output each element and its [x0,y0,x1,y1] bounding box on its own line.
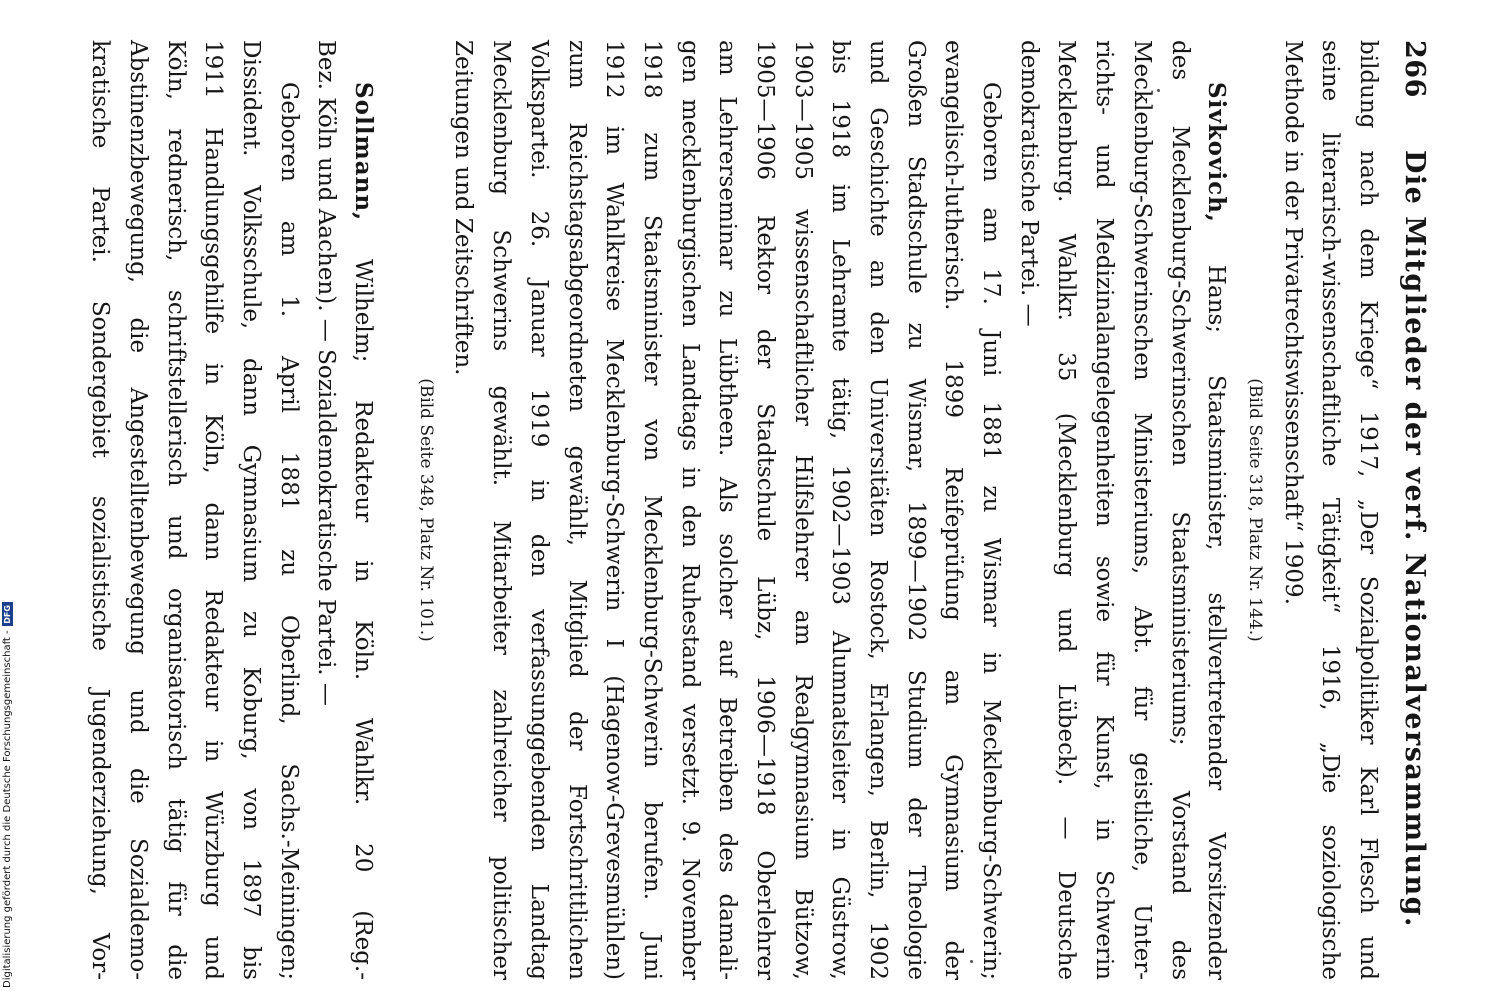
text-line: Methode in der Privatrechtswissenschaft“ 1909. [1279,40,1306,605]
text-line: Dissident. Volksschule, dann Gymnasium zu Koburg, von 1897 bis [238,40,265,980]
text-line: am Lehrerseminar zu Lübtheen. Als solcher auf Betreiben des damali- [714,40,741,980]
paper-speck [970,960,973,963]
running-title: Die Mitglieder der verf. Nationalversammlung. [1399,150,1430,928]
dfg-logo-icon: DFG [2,602,13,626]
text-line: evangelisch-lutherisch. 1899 Reifeprüfung am Gymnasium der [940,40,967,980]
text-line: demokratische Partei. — [1015,40,1042,327]
credit-text: Digitalisierung gefördert durch die Deutsche Forschungsgemeinschaft - [2,630,13,988]
digitization-credit [2,602,13,988]
text-line: gen mecklenburgischen Landtags in den Ruhestand versetzt. 9. November [676,40,703,980]
text-line: bildung nach dem Kriege“ 1917, „Der Sozialpolitiker Karl Flesch und [1355,40,1381,980]
text-line: Mecklenburg Schwerins gewählt. Mitarbeiter zahlreicher politischer [488,40,515,980]
entry-heading-rest: Wilhelm; Redakteur in Köln. Wahlkr. 20 (Reg.- [350,221,377,980]
text-line: bis 1918 im Lehramte tätig, 1902—1903 Alumnatsleiter in Güstrow, [827,40,854,980]
page-header [1386,40,1430,980]
text-line: 1903—1905 wissenschaftlicher Hilfslehrer am Realgymnasium Bützow, [789,40,816,980]
text-line: des Mecklenburg-Schwerinschen Staatsministeriums; Vorstand des [1166,40,1193,980]
text-line: Abstinenzbewegung, die Angestelltenbewegung und die Sozialdemo- [125,40,151,980]
spacer [382,40,406,980]
entry-name: Sivkovich, [1203,82,1231,223]
text-line: Volkspartei. 26. Januar 1919 in den verfassunggebenden Landtag [525,40,552,980]
photo-caption: (Bild Seite 318, Platz Nr. 144.) [1244,378,1265,642]
text-line: Mecklenburg-Schwerinschen Ministeriums, Abt. für geistliche, Unter- [1128,40,1155,980]
text-line: Geboren am 1. April 1881 zu Oberlind, Sachs.-Meiningen; [275,82,302,980]
text-line: Bez. Köln und Aachen). — Sozialdemokratische Partei. — [313,40,340,706]
entry-heading [344,40,382,980]
rotated-page [81,40,1430,980]
text-line: seine literarisch-wissenschaftliche Tätigkeit“ 1916, „Die soziologische [1317,40,1344,980]
photo-caption: (Bild Seite 348, Platz Nr. 101.) [415,378,436,642]
text-line: 1905—1906 Rektor der Stadtschule Lübz, 1906—1918 Oberlehrer [752,40,778,980]
text-line: Köln, rednerisch, schriftstellerisch und organisatorisch tätig für die [162,40,189,980]
text-line: kratische Partei. Sondergebiet sozialistische Jugenderziehung, Vor- [87,40,114,980]
text-line: zum Reichstagsabgeordneten gewählt, Mitglied der Fortschrittlichen [563,40,590,980]
text-line: Zeitungen und Zeitschriften. [450,40,477,376]
entry-heading-rest: Hans; Staatsminister, stellvertretender Vorsitzender [1203,222,1230,980]
text-line: 1918 zum Staatsminister von Mecklenburg-Schwerin berufen. Juni [638,40,665,980]
text-line: Geboren am 17. Juni 1881 zu Wismar in Mecklenburg-Schwerin; [978,82,1005,980]
text-line: Großen Stadtschule zu Wismar, 1899—1902 Studium der Theologie [902,40,929,980]
text-line: richts- und Medizinalangelegenheiten sowie für Kunst, in Schwerin [1091,40,1118,980]
page-number: 266 [1399,40,1430,98]
text-line: 1912 im Wahlkreise Mecklenburg-Schwerin I (Hagenow-Grevesmühlen) [601,40,628,980]
entry-heading [1198,40,1236,980]
text-line: 1911 Handlungsgehilfe in Köln, dann Redakteur in Würzburg und [200,40,227,980]
text-line: und Geschichte an den Universitäten Rostock, Erlangen, Berlin, 1902 [865,40,892,980]
paper-speck [1157,89,1160,92]
text-line: Mecklenburg. Wahlkr. 35 (Mecklenburg und Lübeck). — Deutsche [1053,40,1080,980]
entry-name: Sollmann, [350,82,378,222]
